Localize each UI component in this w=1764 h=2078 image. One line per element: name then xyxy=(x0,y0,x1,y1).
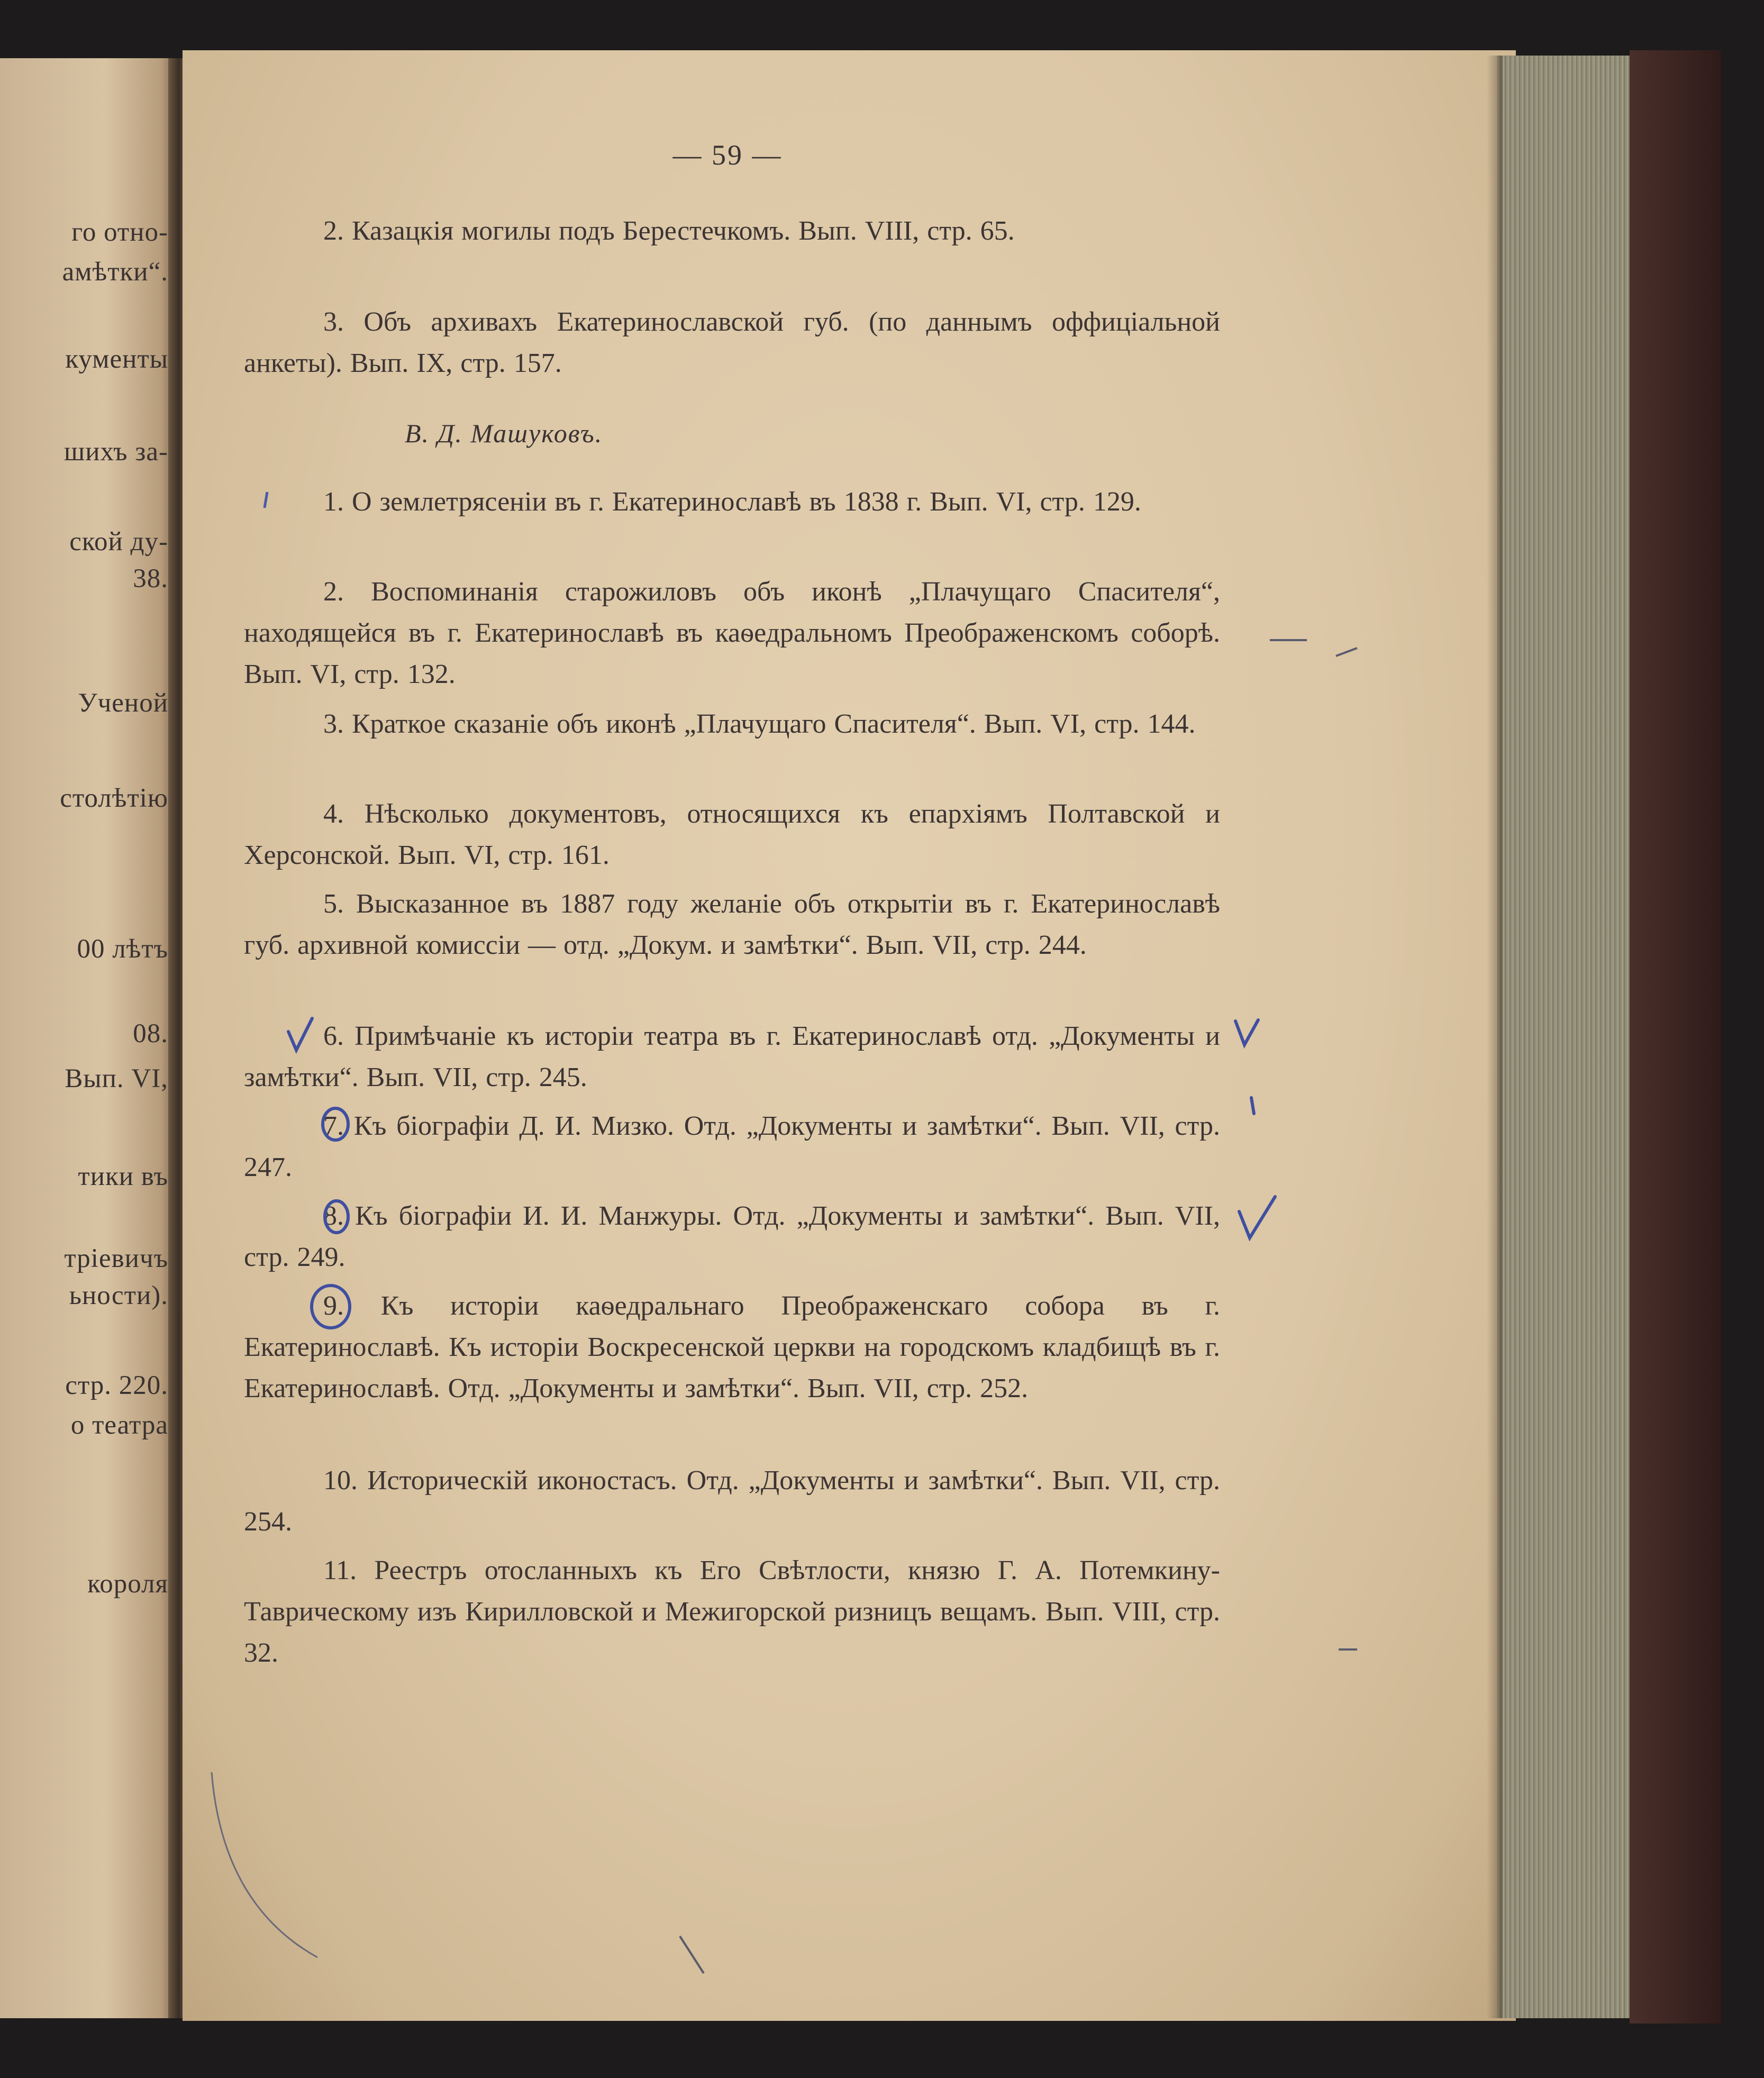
author-heading: В. Д. Машуковъ. xyxy=(405,418,603,448)
margin-stroke-mark xyxy=(1336,648,1357,656)
tick-mark-entry-7 xyxy=(1251,1098,1254,1114)
bibliography-entry: 2. Казацкія могилы подъ Берестечкомъ. Вып. VIII, стр. 65. xyxy=(323,216,1015,246)
left-page-fragment: столѣтію xyxy=(60,783,168,813)
stray-pencil-mark xyxy=(680,1936,704,1973)
bibliography-entry: 6. Примѣчаніе къ исторіи театра въ г. Екатеринославѣ отд. „Документы и замѣтки“. Вып. VII, стр. 245. xyxy=(244,1021,1220,1092)
bibliography-entry: 4. Нѣсколько документовъ, относящихся къ епархіямъ Полтавской и Херсонской. Вып. VI, стр. 161. xyxy=(244,799,1220,870)
circle-mark-entry-9 xyxy=(312,1286,350,1328)
pencil-mark-entry-1 xyxy=(265,492,267,508)
bibliography-entry: 3. Краткое сказаніе объ иконѣ „Плачущаго Спасителя“. Вып. VI, стр. 144. xyxy=(323,709,1196,739)
left-page-fragment: 38. xyxy=(133,564,168,594)
left-page-fragment: 08. xyxy=(133,1019,168,1049)
bibliography-entry: 2. Воспоминанія старожиловъ объ иконѣ „Плачущаго Спасителя“, находящейся въ г. Екатеринославѣ въ каѳедральномъ Преображенскомъ соборѣ. Вып. VI, стр. 132. xyxy=(244,577,1220,689)
left-page-fragment: Ученой xyxy=(78,688,168,718)
checkmark-entry-6-left xyxy=(288,1018,312,1050)
left-page-fragment: Вып. VI, xyxy=(65,1064,168,1093)
left-page-fragment: тики въ xyxy=(78,1162,168,1191)
left-page-fragment: о театра xyxy=(70,1410,168,1440)
bibliography-entry: 10. Историческій иконостасъ. Отд. „Документы и замѣтки“. Вып. VII, стр. 254. xyxy=(244,1465,1220,1537)
bibliography-entry: 7. Къ біографіи Д. И. Мизко. Отд. „Документы и замѣтки“. Вып. VII, стр. 247. xyxy=(244,1111,1220,1182)
left-page-fragment: кументы xyxy=(65,344,168,374)
bibliography-entry: 8. Къ біографіи И. И. Манжуры. Отд. „Документы и замѣтки“. Вып. VII, стр. 249. xyxy=(244,1201,1220,1272)
left-page-fragment: го отно- xyxy=(71,217,168,247)
bibliography-entry: 11. Реестръ отосланныхъ къ Его Свѣтлости, князю Г. А. Потемкину-Таврическому изъ Кирилловской и Межигорской ризницъ вещамъ. Вып. VIII, стр. 32. xyxy=(244,1555,1220,1668)
left-page-fragment: короля xyxy=(87,1569,168,1599)
left-page-fragment: шихъ за- xyxy=(63,437,168,467)
circle-mark-entry-7 xyxy=(323,1108,348,1140)
bibliography-entry: 1. О землетрясеніи въ г. Екатеринославѣ въ 1838 г. Вып. VI, стр. 129. xyxy=(323,487,1141,517)
bibliography-entry: 5. Высказанное въ 1887 году желаніе объ открытіи въ г. Екатеринославѣ губ. архивной комиссіи — отд. „Докум. и замѣтки“. Вып. VII, стр. 244. xyxy=(244,889,1220,960)
circle-mark-entry-8 xyxy=(325,1201,348,1233)
stray-pencil-stroke xyxy=(212,1772,317,1957)
left-page-fragment: тріевичъ xyxy=(64,1244,168,1273)
bibliography-entry: 3. Объ архивахъ Екатеринославской губ. (по даннымъ оффиціальной анкеты). Вып. IX, стр. 157. xyxy=(244,307,1220,378)
page-number: — 59 — xyxy=(672,139,783,171)
checkmark-entry-8-right xyxy=(1239,1197,1275,1238)
left-page-fragment: амѣтки“. xyxy=(62,257,168,287)
checkmark-entry-6-right xyxy=(1235,1020,1258,1045)
left-page-fragment: 00 лѣтъ xyxy=(77,934,168,964)
left-page-fragment: ской ду- xyxy=(69,527,168,557)
left-page-fragment: ьности). xyxy=(69,1281,168,1310)
left-page-fragment: стр. 220. xyxy=(65,1371,168,1400)
bibliography-entry: 9. Къ исторіи каѳедральнаго Преображенскаго собора въ г. Екатеринославѣ. Къ исторіи Воскресенской церкви на городскомъ кладбищѣ въ г. Екатеринославѣ. Отд. „Документы и замѣтки“. Вып. VII, стр. 252. xyxy=(244,1291,1220,1403)
